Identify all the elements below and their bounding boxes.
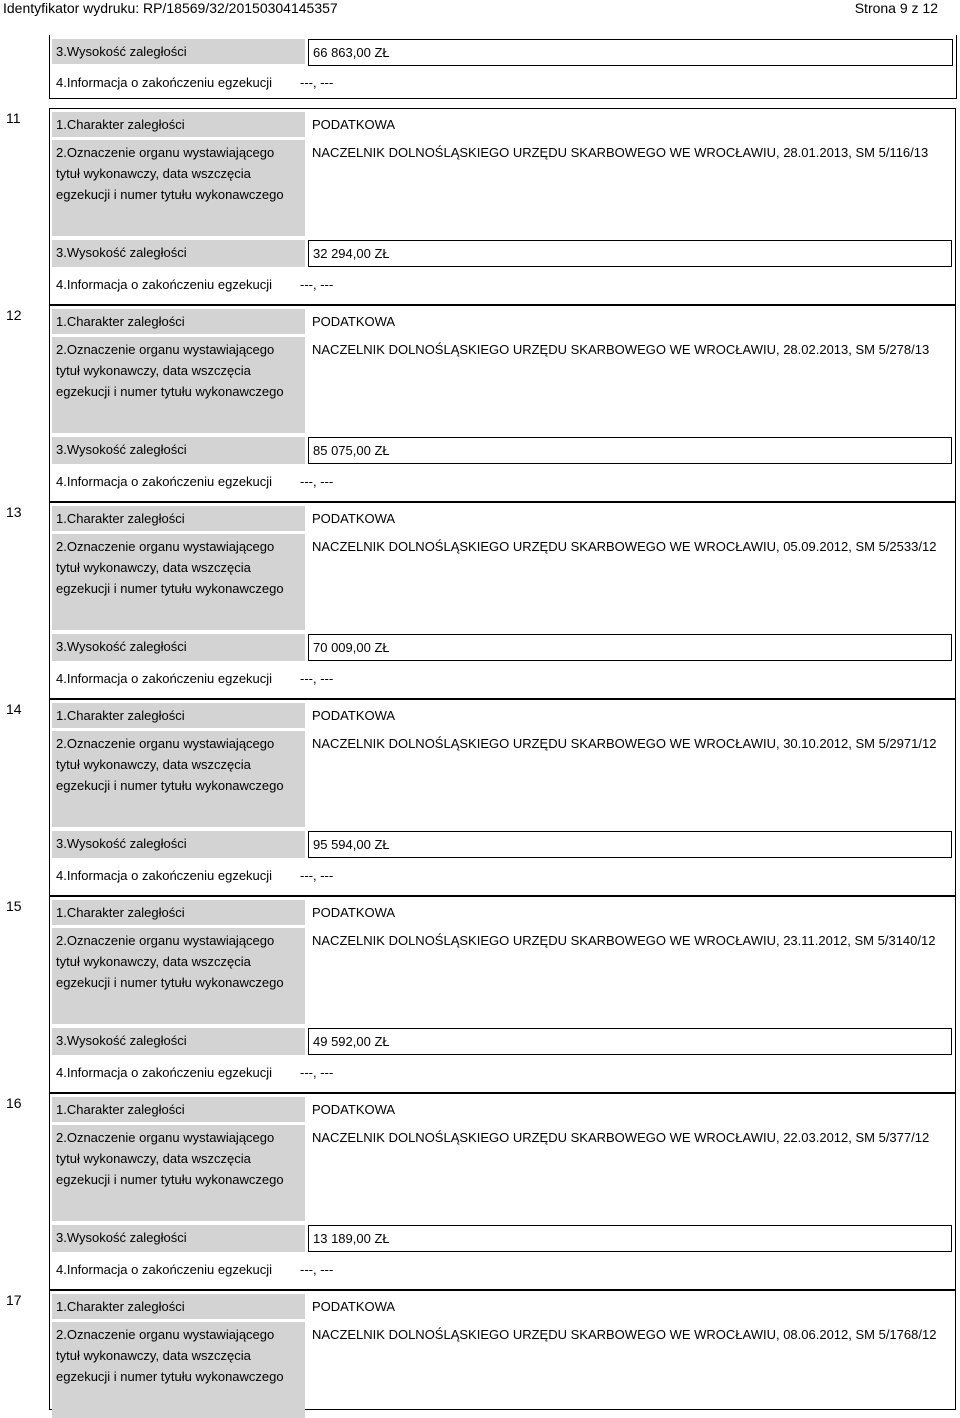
informacja-row — [50, 863, 955, 890]
entry-frame — [49, 502, 956, 699]
oznaczenie-row — [50, 928, 955, 1024]
wysokosc-value: 70 009,00 ZŁ — [308, 634, 952, 661]
informacja-value: ---, --- — [300, 868, 334, 883]
charakter-value: PODATKOWA — [312, 1102, 396, 1117]
informacja-row — [50, 666, 955, 693]
charakter-label: 1.Charakter zaległości — [52, 703, 305, 728]
charakter-value: PODATKOWA — [312, 117, 396, 132]
wysokosc-label: 3.Wysokość zaległości — [52, 437, 305, 464]
oznaczenie-row — [50, 1125, 955, 1221]
charakter-label: 1.Charakter zaległości — [52, 900, 305, 925]
previous-entry-continuation — [49, 35, 957, 99]
wysokosc-value: 66 863,00 ZŁ — [308, 39, 953, 66]
entry-frame — [49, 896, 956, 1093]
oznaczenie-row — [50, 731, 955, 827]
list-item — [0, 108, 958, 305]
charakter-row — [50, 309, 955, 334]
oznaczenie-row — [50, 337, 955, 433]
informacja-row — [50, 469, 955, 496]
wysokosc-label: 3.Wysokość zaległości — [52, 240, 305, 267]
oznaczenie-label: 2.Oznaczenie organu wystawiającego tytuł wykonawczy, data wszczęcia egzekucji i numer tytułu wykonawczego — [52, 1125, 305, 1221]
informacja-value: ---, --- — [300, 75, 334, 90]
informacja-row — [50, 272, 955, 299]
charakter-row — [50, 1294, 955, 1319]
list-item — [0, 896, 958, 1093]
informacja-label: 4.Informacja o zakończeniu egzekucji — [56, 474, 273, 489]
oznaczenie-label: 2.Oznaczenie organu wystawiającego tytuł wykonawczy, data wszczęcia egzekucji i numer tytułu wykonawczego — [52, 928, 305, 1024]
entry-number: 16 — [6, 1095, 22, 1111]
wysokosc-value: 85 075,00 ZŁ — [308, 437, 952, 464]
oznaczenie-value: NACZELNIK DOLNOŚLĄSKIEGO URZĘDU SKARBOWEGO WE WROCŁAWIU, 22.03.2012, SM 5/377/12 — [312, 1130, 930, 1145]
wysokosc-label: 3.Wysokość zaległości — [52, 634, 305, 661]
entry-number: 13 — [6, 504, 22, 520]
print-identifier: Identyfikator wydruku: RP/18569/32/20150304145357 — [3, 0, 338, 16]
wysokosc-value: 49 592,00 ZŁ — [308, 1028, 952, 1055]
wysokosc-row — [50, 831, 955, 858]
wysokosc-row — [50, 634, 955, 661]
entry-frame — [49, 1093, 956, 1290]
charakter-label: 1.Charakter zaległości — [52, 1097, 305, 1122]
wysokosc-label: 3.Wysokość zaległości — [52, 831, 305, 858]
wysokosc-row — [50, 437, 955, 464]
entry-number: 14 — [6, 701, 22, 717]
oznaczenie-label: 2.Oznaczenie organu wystawiającego tytuł wykonawczy, data wszczęcia egzekucji i numer tytułu wykonawczego — [52, 731, 305, 827]
entry-number: 12 — [6, 307, 22, 323]
page-header — [0, 0, 960, 20]
oznaczenie-value: NACZELNIK DOLNOŚLĄSKIEGO URZĘDU SKARBOWEGO WE WROCŁAWIU, 28.02.2013, SM 5/278/13 — [312, 342, 930, 357]
entry-number: 11 — [6, 110, 21, 126]
page-number: Strona 9 z 12 — [854, 0, 938, 16]
oznaczenie-label: 2.Oznaczenie organu wystawiającego tytuł wykonawczy, data wszczęcia egzekucji i numer tytułu wykonawczego — [52, 140, 305, 236]
oznaczenie-label: 2.Oznaczenie organu wystawiającego tytuł wykonawczy, data wszczęcia egzekucji i numer tytułu wykonawczego — [52, 534, 305, 630]
list-item — [0, 502, 958, 699]
charakter-label: 1.Charakter zaległości — [52, 309, 305, 334]
oznaczenie-label: 2.Oznaczenie organu wystawiającego tytuł wykonawczy, data wszczęcia egzekucji i numer tytułu wykonawczego — [52, 1322, 305, 1418]
informacja-value: ---, --- — [300, 1065, 334, 1080]
charakter-value: PODATKOWA — [312, 905, 396, 920]
informacja-row — [50, 1257, 955, 1284]
wysokosc-value: 95 594,00 ZŁ — [308, 831, 952, 858]
oznaczenie-value: NACZELNIK DOLNOŚLĄSKIEGO URZĘDU SKARBOWEGO WE WROCŁAWIU, 08.06.2012, SM 5/1768/12 — [312, 1327, 937, 1342]
charakter-value: PODATKOWA — [312, 314, 396, 329]
entry-number: 15 — [6, 898, 22, 914]
wysokosc-row — [50, 39, 956, 66]
wysokosc-row — [50, 240, 955, 267]
informacja-value: ---, --- — [300, 671, 334, 686]
list-item — [0, 1290, 958, 1410]
wysokosc-row — [50, 1028, 955, 1055]
wysokosc-label: 3.Wysokość zaległości — [52, 1028, 305, 1055]
entry-frame — [49, 108, 956, 305]
charakter-row — [50, 506, 955, 531]
charakter-label: 1.Charakter zaległości — [52, 1294, 305, 1319]
informacja-row — [50, 70, 956, 97]
charakter-row — [50, 112, 955, 137]
wysokosc-value: 32 294,00 ZŁ — [308, 240, 952, 267]
informacja-row — [50, 1060, 955, 1087]
entry-number: 17 — [6, 1292, 22, 1308]
wysokosc-row — [50, 1225, 955, 1252]
charakter-row — [50, 900, 955, 925]
charakter-value: PODATKOWA — [312, 708, 396, 723]
list-item — [0, 1093, 958, 1290]
wysokosc-label: 3.Wysokość zaległości — [52, 1225, 305, 1252]
charakter-row — [50, 1097, 955, 1122]
informacja-value: ---, --- — [300, 474, 334, 489]
oznaczenie-value: NACZELNIK DOLNOŚLĄSKIEGO URZĘDU SKARBOWEGO WE WROCŁAWIU, 23.11.2012, SM 5/3140/12 — [312, 933, 936, 948]
informacja-label: 4.Informacja o zakończeniu egzekucji — [56, 75, 273, 90]
informacja-value: ---, --- — [300, 1262, 334, 1277]
charakter-value: PODATKOWA — [312, 511, 396, 526]
oznaczenie-value: NACZELNIK DOLNOŚLĄSKIEGO URZĘDU SKARBOWEGO WE WROCŁAWIU, 28.01.2013, SM 5/116/13 — [312, 145, 929, 160]
charakter-row — [50, 703, 955, 728]
informacja-label: 4.Informacja o zakończeniu egzekucji — [56, 277, 273, 292]
wysokosc-label: 3.Wysokość zaległości — [52, 39, 305, 64]
list-item — [0, 699, 958, 896]
oznaczenie-row — [50, 140, 955, 236]
oznaczenie-value: NACZELNIK DOLNOŚLĄSKIEGO URZĘDU SKARBOWEGO WE WROCŁAWIU, 30.10.2012, SM 5/2971/12 — [312, 736, 937, 751]
informacja-label: 4.Informacja o zakończeniu egzekucji — [56, 868, 273, 883]
oznaczenie-value: NACZELNIK DOLNOŚLĄSKIEGO URZĘDU SKARBOWEGO WE WROCŁAWIU, 05.09.2012, SM 5/2533/12 — [312, 539, 937, 554]
entry-frame — [49, 699, 956, 896]
entry-frame — [49, 1290, 956, 1410]
informacja-label: 4.Informacja o zakończeniu egzekucji — [56, 1065, 273, 1080]
entry-frame — [49, 305, 956, 502]
informacja-label: 4.Informacja o zakończeniu egzekucji — [56, 1262, 273, 1277]
list-item — [0, 305, 958, 502]
charakter-label: 1.Charakter zaległości — [52, 506, 305, 531]
informacja-value: ---, --- — [300, 277, 334, 292]
charakter-label: 1.Charakter zaległości — [52, 112, 305, 137]
oznaczenie-row — [50, 1322, 955, 1418]
wysokosc-value: 13 189,00 ZŁ — [308, 1225, 952, 1252]
oznaczenie-row — [50, 534, 955, 630]
charakter-value: PODATKOWA — [312, 1299, 396, 1314]
informacja-label: 4.Informacja o zakończeniu egzekucji — [56, 671, 273, 686]
oznaczenie-label: 2.Oznaczenie organu wystawiającego tytuł wykonawczy, data wszczęcia egzekucji i numer tytułu wykonawczego — [52, 337, 305, 433]
